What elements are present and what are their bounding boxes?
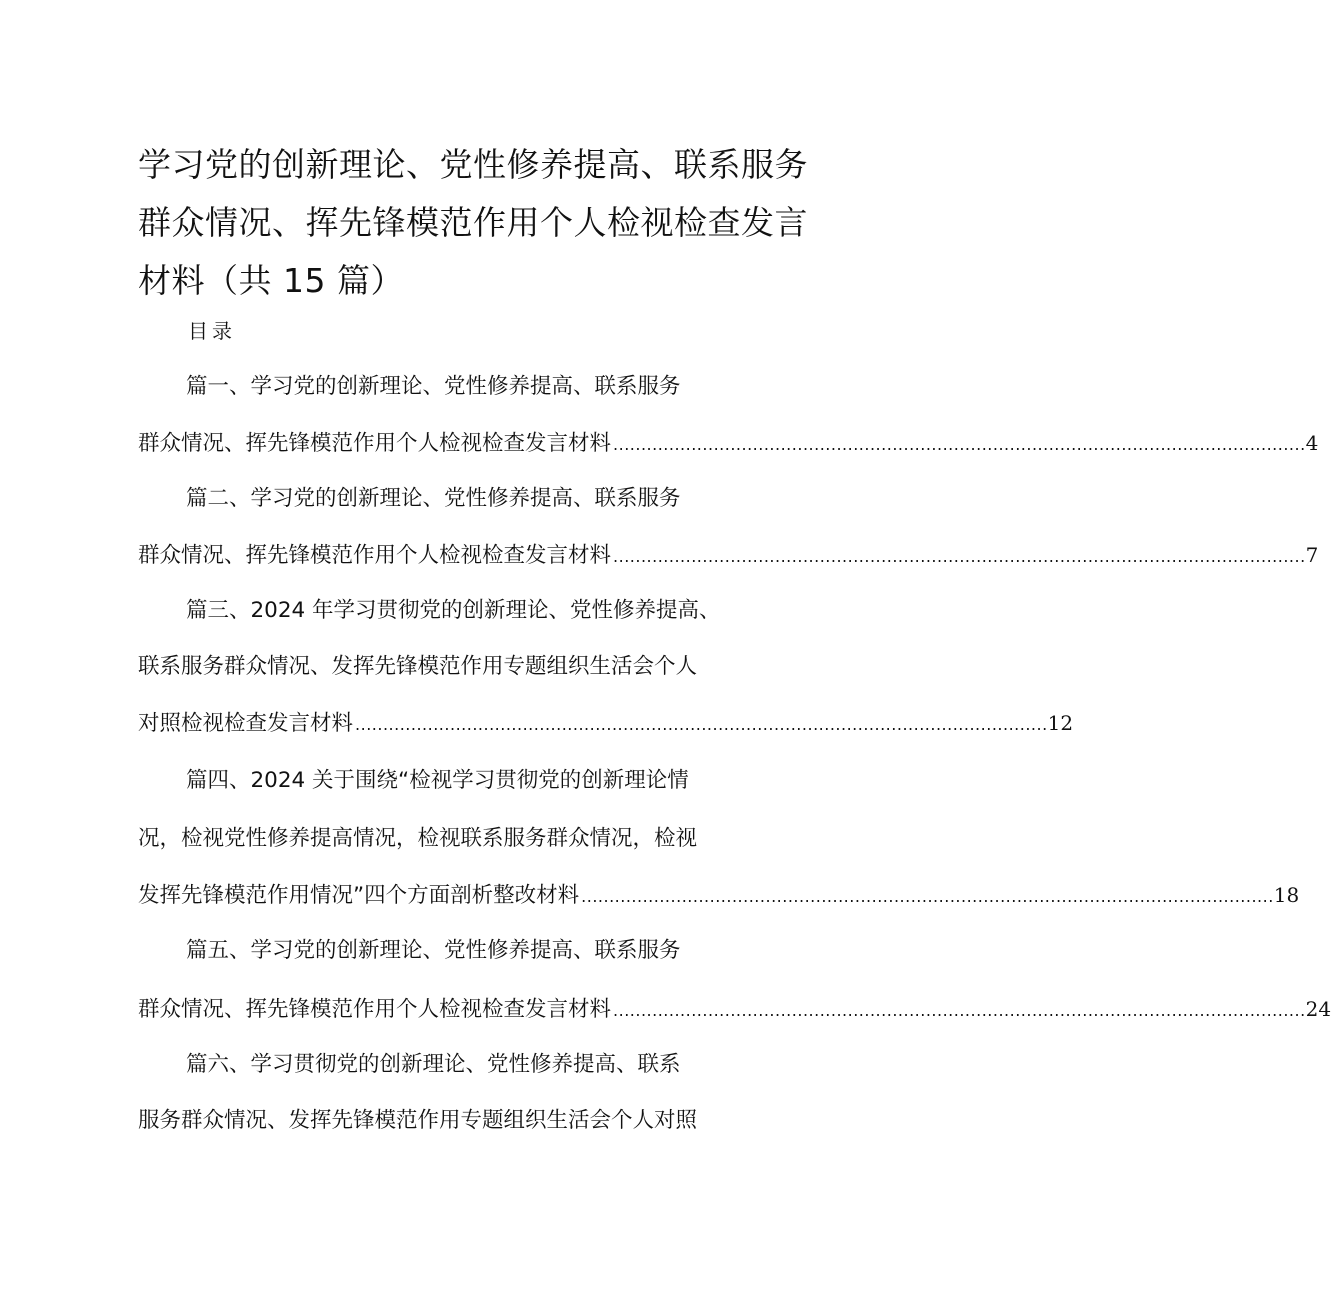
dot-leader: ............................................................................................................................ [355,715,1048,734]
toc-entry-2-page-number: 7 [1305,543,1319,567]
toc-entry-4-line-1[interactable]: 篇四、2024 关于围绕“检视学习贯彻党的创新理论情 [186,768,689,793]
toc-entry-1-page-number: 4 [1305,431,1319,455]
toc-entry-3-text: 对照检视检查发言材料 [138,711,354,736]
toc-entry-5-text: 群众情况、挥先锋模范作用个人检视检查发言材料 [138,997,612,1022]
toc-heading: 目录 [188,319,236,343]
toc-entry-4-line-2[interactable]: 况，检视党性修养提高情况，检视联系服务群众情况，检视 [138,826,698,851]
title-line-3: 材料（共 15 篇） [138,261,404,300]
title-line-1: 学习党的创新理论、党性修养提高、联系服务 [138,145,808,184]
toc-entry-5-page-number: 24 [1305,997,1331,1021]
toc-entry-1-line-1[interactable]: 篇一、学习党的创新理论、党性修养提高、联系服务 [186,374,681,399]
dot-leader: ............................................................................................................................ [613,1001,1306,1020]
toc-entry-2-line-1[interactable]: 篇二、学习党的创新理论、党性修养提高、联系服务 [186,486,681,511]
toc-entry-3-page-number: 12 [1047,711,1074,735]
toc-entry-1-text: 群众情况、挥先锋模范作用个人检视检查发言材料 [138,431,612,456]
toc-entry-3-line-1[interactable]: 篇三、2024 年学习贯彻党的创新理论、党性修养提高、 [186,598,721,623]
dot-leader: ............................................................................................................................ [613,547,1306,566]
toc-entry-5-line-1[interactable]: 篇五、学习党的创新理论、党性修养提高、联系服务 [186,938,681,963]
toc-entry-3-line-2[interactable]: 联系服务群众情况、发挥先锋模范作用专题组织生活会个人 [138,654,698,679]
toc-entry-3-line-3[interactable] [138,706,1074,740]
toc-entry-4-line-3[interactable] [138,878,1300,912]
document-title [138,136,808,310]
toc-entry-1-line-2[interactable] [138,426,1319,460]
toc-entry-5-line-2[interactable] [138,992,1331,1026]
toc-entry-6-line-2[interactable]: 服务群众情况、发挥先锋模范作用专题组织生活会个人对照 [138,1108,698,1133]
dot-leader: ............................................................................................................................ [613,435,1306,454]
dot-leader: ............................................................................................................................ [581,887,1274,906]
toc-entry-6-line-1[interactable]: 篇六、学习贯彻党的创新理论、党性修养提高、联系 [186,1052,681,1077]
title-line-2: 群众情况、挥先锋模范作用个人检视检查发言 [138,203,808,242]
toc-entry-4-text: 发挥先锋模范作用情况”四个方面剖析整改材料 [138,883,580,908]
toc-entry-2-line-2[interactable] [138,538,1319,572]
toc-entry-4-page-number: 18 [1273,883,1300,907]
toc-entry-2-text: 群众情况、挥先锋模范作用个人检视检查发言材料 [138,543,612,568]
